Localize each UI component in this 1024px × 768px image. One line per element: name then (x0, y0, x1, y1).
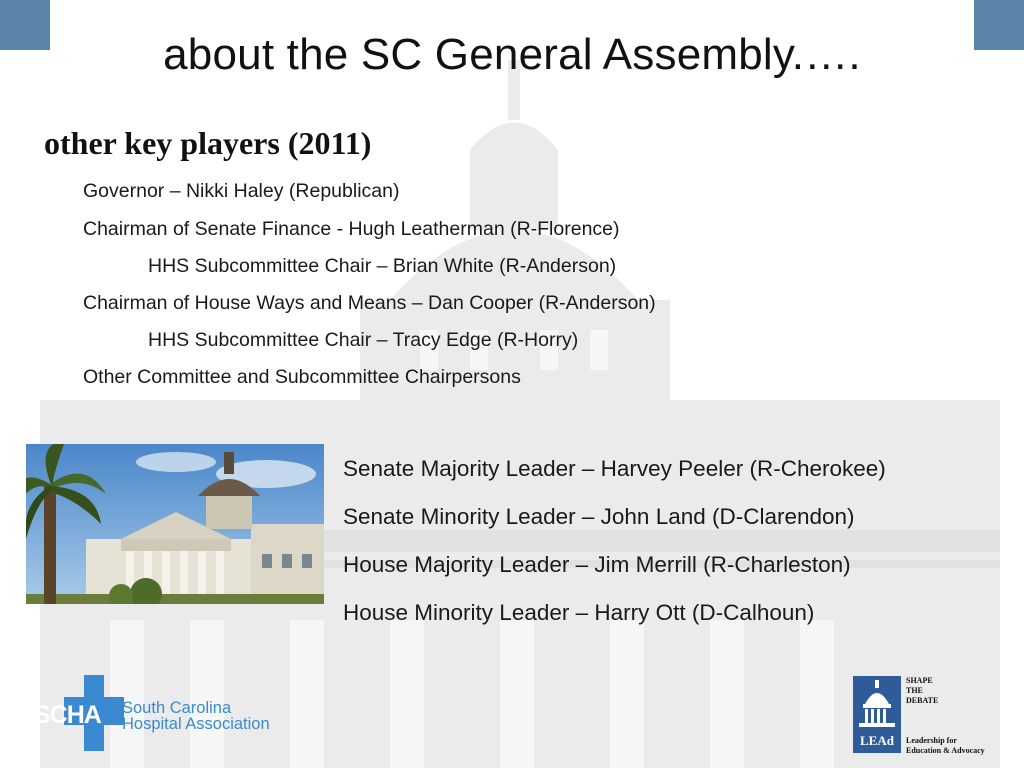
lead-box-label: LEAd (860, 733, 894, 748)
scha-abbreviation: SCHA (34, 701, 101, 729)
list-item: Other Committee and Subcommittee Chairpersons (83, 366, 521, 388)
list-item: Chairman of House Ways and Means – Dan Cooper (R-Anderson) (83, 292, 656, 314)
scha-name (122, 700, 270, 732)
lead-tagline-line: DEBATE (906, 696, 939, 705)
lead-subtitle (906, 736, 985, 756)
list-item: Senate Minority Leader – John Land (D-Clarendon) (343, 504, 855, 529)
lead-tagline-line: THE (906, 686, 923, 695)
lead-subtitle-line: Leadership for (906, 736, 957, 745)
capitol-dome-icon (853, 676, 901, 736)
list-item: Chairman of Senate Finance - Hugh Leatherman (R-Florence) (83, 218, 620, 240)
slide-title: about the SC General Assembly.…. (163, 30, 861, 79)
lead-tagline-line: SHAPE (906, 676, 933, 685)
list-item: House Minority Leader – Harry Ott (D-Calhoun) (343, 600, 815, 625)
list-item: House Majority Leader – Jim Merrill (R-Charleston) (343, 552, 851, 577)
lead-subtitle-line: Education & Advocacy (906, 746, 985, 755)
lead-tagline (906, 676, 938, 706)
capitol-photo (26, 444, 324, 604)
scha-logo (34, 675, 284, 753)
list-item: Governor – Nikki Haley (Republican) (83, 180, 400, 202)
lead-logo (853, 676, 1023, 756)
list-item: HHS Subcommittee Chair – Brian White (R-Anderson) (148, 255, 617, 277)
scha-name-line1: South Carolina (122, 699, 232, 717)
list-item: Senate Majority Leader – Harvey Peeler (R-Cherokee) (343, 456, 886, 481)
list-item: HHS Subcommittee Chair – Tracy Edge (R-Horry) (148, 329, 579, 351)
section-subtitle: other key players (2011) (44, 125, 372, 161)
lead-logo-box (853, 676, 901, 753)
scha-name-line2: Hospital Association (122, 715, 270, 733)
